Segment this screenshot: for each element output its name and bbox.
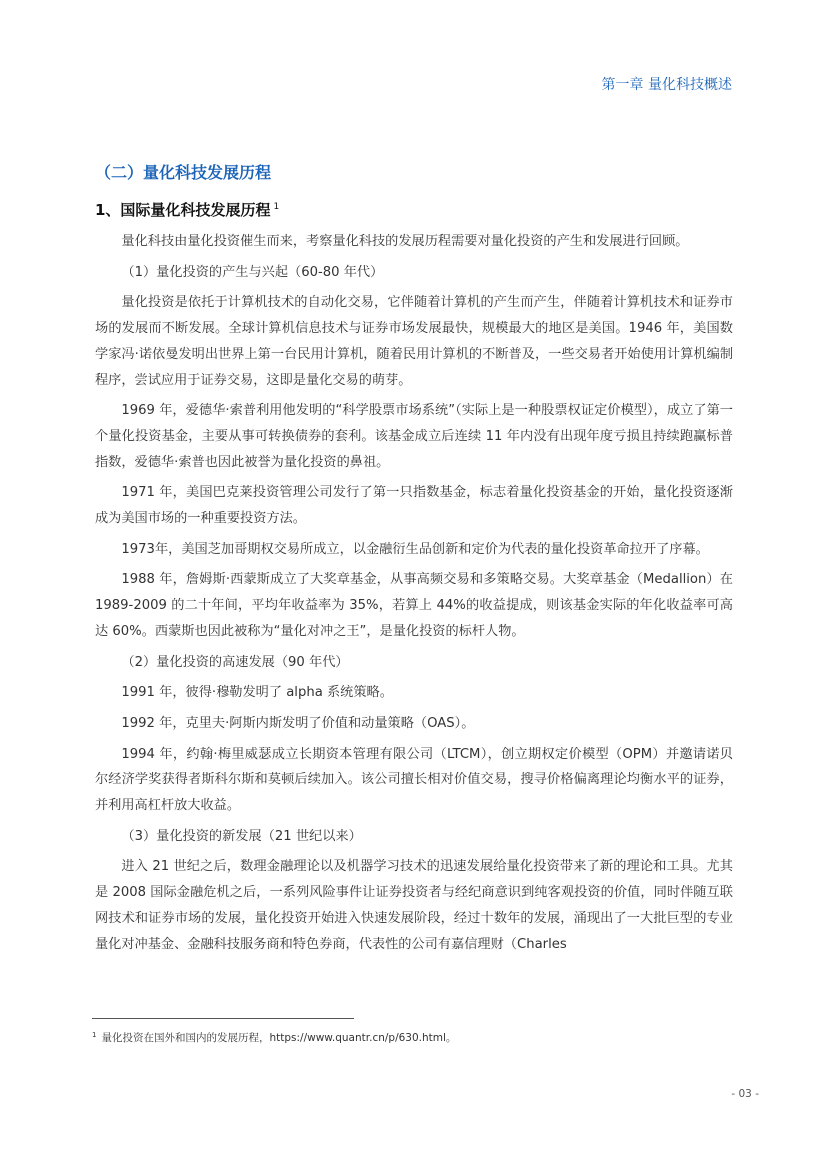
paragraph: 量化投资是依托于计算机技术的自动化交易，它伴随着计算机的产生而产生，伴随着计算机技术和证券市场的发展而不断发展。全球计算机信息技术与证券市场发展最快，规模最大的地区是美国。1946 年，美国数学家冯·诺依曼发明出世界上第一台民用计算机，随着民用计算机的不断普及，一些交易者开始使用计算机编制程序，尝试应用于证券交易，这即是量化交易的萌芽。 — [95, 295, 734, 388]
heading-phase-3: （3）量化投资的新发展（21 世纪以来） — [121, 828, 362, 844]
paragraph: 进入 21 世纪之后，数理金融理论以及机器学习技术的迅速发展给量化投资带来了新的理论和工具。尤其是 2008 国际金融危机之后，一系列风险事件让证券投资者与经纪商意识到纯客观投资的价值，同时伴随互联网技术和证券市场的发展，量化投资开始进入快速发展阶段，经过十数年的发展，涌现出了一大批巨型的专业量化对冲基金、金融科技服务商和特色券商，代表性的公司有嘉信理财（Charles — [95, 859, 733, 952]
footnote-reference: 1 — [273, 202, 280, 212]
paragraph-intro: 量化科技由量化投资催生而来，考察量化科技的发展历程需要对量化投资的产生和发展进行回顾。 — [121, 234, 689, 249]
paragraph: 1992 年，克里夫·阿斯内斯发明了价值和动量策略（OAS）。 — [121, 715, 475, 731]
footnote-text: 量化投资在国外和国内的发展历程，https://www.quantr.cn/p/630.html。 — [101, 1032, 457, 1044]
page-number: - 03 - — [731, 1088, 759, 1100]
paragraph: 1988 年，詹姆斯·西蒙斯成立了大奖章基金，从事高频交易和多策略交易。大奖章基金（Medallion）在 1989-2009 的二十年间，平均年收益率为 35%，若算上 44%的收益提成，则该基金实际的年化收益率可高达 60%。西蒙斯也因此被称为“量化对冲之王”，是量化投资的标杆人物。 — [95, 572, 733, 639]
chapter-header: 第一章 量化科技概述 — [601, 77, 732, 93]
paragraph: 1994 年，约翰·梅里威瑟成立长期资本管理有限公司（LTCM），创立期权定价模型（OPM）并邀请诺贝尔经济学奖获得者斯科尔斯和莫顿后续加入。该公司擅长相对价值交易，搜寻价格偏离理论均衡水平的证券，并利用高杠杆放大收益。 — [95, 746, 733, 814]
subsection-title-text: 1、国际量化科技发展历程 — [95, 201, 271, 219]
subsection-title — [95, 199, 279, 220]
paragraph: 1969 年，爱德华·索普利用他发明的“科学股票市场系统”（实际上是一种股票权证定价模型），成立了第一个量化投资基金，主要从事可转换债券的套利。该基金成立后连续 11 年内没有出现年度亏损且持续跑赢标普指数，爱德华·索普也因此被誉为量化投资的鼻祖。 — [95, 403, 733, 470]
section-title: （二）量化科技发展历程 — [95, 163, 272, 182]
body-text — [95, 229, 733, 962]
paragraph: 1971 年，美国巴克莱投资管理公司发行了第一只指数基金，标志着量化投资基金的开始，量化投资逐渐成为美国市场的一种重要投资方法。 — [95, 485, 733, 527]
footnote-divider — [92, 1018, 354, 1019]
footnote-mark: 1 — [92, 1030, 97, 1039]
heading-phase-1: （1）量化投资的产生与兴起（60-80 年代） — [121, 264, 384, 280]
heading-phase-2: （2）量化投资的高速发展（90 年代） — [121, 654, 349, 670]
paragraph: 1973年，美国芝加哥期权交易所成立，以金融衍生品创新和定价为代表的量化投资革命拉开了序幕。 — [121, 541, 709, 557]
footnote — [92, 1030, 456, 1045]
paragraph: 1991 年，彼得·穆勒发明了 alpha 系统策略。 — [121, 685, 393, 701]
